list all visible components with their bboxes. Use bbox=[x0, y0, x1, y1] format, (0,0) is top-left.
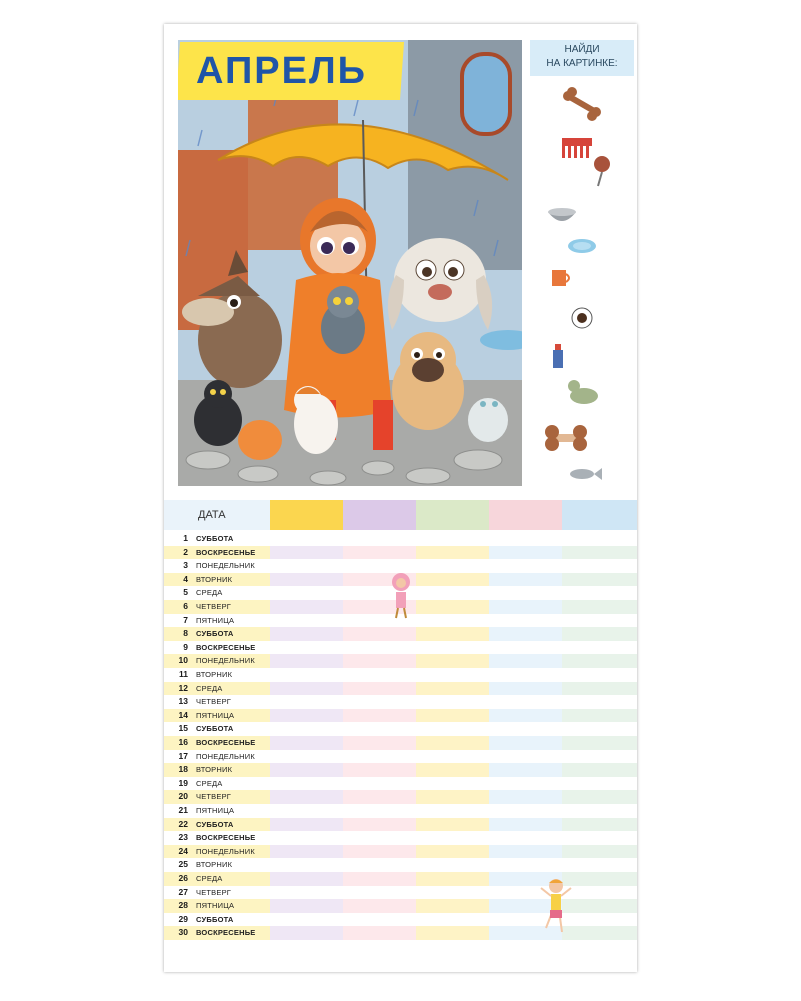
note-cell[interactable] bbox=[343, 668, 416, 682]
note-cell[interactable] bbox=[416, 886, 489, 900]
day-number: 7 bbox=[183, 614, 188, 625]
note-cell[interactable] bbox=[416, 913, 489, 927]
note-cell[interactable] bbox=[416, 845, 489, 859]
table-row bbox=[164, 763, 637, 777]
note-cell[interactable] bbox=[270, 804, 343, 818]
note-cell[interactable] bbox=[270, 641, 343, 655]
note-cell[interactable] bbox=[489, 600, 562, 614]
note-cell[interactable] bbox=[416, 804, 489, 818]
day-number: 21 bbox=[178, 805, 188, 815]
day-number: 29 bbox=[178, 913, 188, 924]
weekday-name: ПЯТНИЦА bbox=[196, 901, 235, 911]
weekday-name: ВОСКРЕСЕНЬЕ bbox=[196, 547, 256, 557]
day-number: 16 bbox=[178, 737, 188, 747]
boy-figure-icon bbox=[538, 876, 574, 936]
note-cell[interactable] bbox=[562, 668, 637, 682]
note-cell[interactable] bbox=[270, 899, 343, 913]
note-cell[interactable] bbox=[343, 926, 416, 940]
note-cell[interactable] bbox=[562, 532, 637, 546]
note-cell[interactable] bbox=[562, 641, 637, 655]
note-cell[interactable] bbox=[416, 899, 489, 913]
note-cell[interactable] bbox=[343, 682, 416, 696]
note-cell[interactable] bbox=[489, 722, 562, 736]
note-cell[interactable] bbox=[489, 790, 562, 804]
note-cell[interactable] bbox=[343, 546, 416, 560]
note-cell[interactable] bbox=[343, 831, 416, 845]
table-row bbox=[164, 858, 637, 872]
note-cell[interactable] bbox=[270, 546, 343, 560]
note-cell[interactable] bbox=[489, 709, 562, 723]
weekday-name: СРЕДА bbox=[196, 683, 223, 693]
note-cell[interactable] bbox=[489, 654, 562, 668]
note-cell[interactable] bbox=[562, 858, 637, 872]
plate-icon bbox=[568, 239, 596, 253]
weekday-name: ПЯТНИЦА bbox=[196, 615, 235, 625]
note-cell[interactable] bbox=[416, 818, 489, 832]
note-cell[interactable] bbox=[270, 777, 343, 791]
note-cell[interactable] bbox=[416, 763, 489, 777]
note-cell[interactable] bbox=[343, 858, 416, 872]
day-number: 4 bbox=[183, 573, 188, 584]
day-number: 8 bbox=[183, 628, 188, 639]
lollipop-icon bbox=[594, 156, 610, 186]
note-cell[interactable] bbox=[416, 872, 489, 886]
note-cell[interactable] bbox=[416, 573, 489, 587]
weekday-name: ПОНЕДЕЛЬНИК bbox=[196, 846, 255, 856]
note-cell[interactable] bbox=[562, 573, 637, 587]
mug-icon bbox=[552, 270, 569, 286]
find-on-picture-header bbox=[530, 40, 634, 76]
day-number: 25 bbox=[178, 859, 188, 870]
note-cell[interactable] bbox=[343, 722, 416, 736]
note-cell[interactable] bbox=[270, 695, 343, 709]
note-cell[interactable] bbox=[489, 818, 562, 832]
weekday-name: ПОНЕДЕЛЬНИК bbox=[196, 751, 255, 761]
note-cell[interactable] bbox=[343, 913, 416, 927]
note-cell[interactable] bbox=[343, 736, 416, 750]
note-cell[interactable] bbox=[416, 722, 489, 736]
note-cell[interactable] bbox=[270, 586, 343, 600]
weekday-name: ВТОРНИК bbox=[196, 574, 233, 584]
note-cell[interactable] bbox=[343, 818, 416, 832]
note-cell[interactable] bbox=[562, 695, 637, 709]
table-row bbox=[164, 804, 637, 818]
weekday-name: СУББОТА bbox=[196, 819, 234, 829]
weekday-name: СУББОТА bbox=[196, 629, 234, 639]
weekday-name: ПОНЕДЕЛЬНИК bbox=[196, 656, 255, 666]
note-cell[interactable] bbox=[270, 532, 343, 546]
note-cell[interactable] bbox=[562, 750, 637, 764]
table-row bbox=[164, 831, 637, 845]
note-cell[interactable] bbox=[489, 532, 562, 546]
weekday-name: ЧЕТВЕРГ bbox=[196, 887, 232, 897]
note-cell[interactable] bbox=[489, 586, 562, 600]
weekday-name: ВОСКРЕСЕНЬЕ bbox=[196, 833, 256, 843]
color-column-header-1 bbox=[270, 500, 343, 530]
note-cell[interactable] bbox=[416, 559, 489, 573]
note-cell[interactable] bbox=[270, 736, 343, 750]
note-cell[interactable] bbox=[270, 573, 343, 587]
note-cell[interactable] bbox=[489, 858, 562, 872]
note-cell[interactable] bbox=[489, 750, 562, 764]
weekday-name: ЧЕТВЕРГ bbox=[196, 792, 232, 802]
date-header-label: ДАТА bbox=[198, 509, 226, 521]
weekday-name: СРЕДА bbox=[196, 778, 223, 788]
find-title-line2: НА КАРТИНКЕ: bbox=[546, 58, 618, 69]
table-row bbox=[164, 559, 637, 573]
note-cell[interactable] bbox=[270, 831, 343, 845]
note-cell[interactable] bbox=[270, 750, 343, 764]
note-cell[interactable] bbox=[416, 750, 489, 764]
note-cell[interactable] bbox=[416, 546, 489, 560]
note-cell[interactable] bbox=[270, 858, 343, 872]
day-number: 1 bbox=[183, 533, 188, 543]
note-cell[interactable] bbox=[416, 777, 489, 791]
note-cell[interactable] bbox=[416, 586, 489, 600]
find-items-list bbox=[530, 86, 634, 486]
table-row bbox=[164, 532, 637, 546]
fish-icon bbox=[570, 468, 602, 480]
note-cell[interactable] bbox=[343, 845, 416, 859]
note-cell[interactable] bbox=[270, 845, 343, 859]
eye-icon bbox=[572, 308, 592, 328]
note-cell[interactable] bbox=[489, 695, 562, 709]
note-cell[interactable] bbox=[562, 736, 637, 750]
note-cell[interactable] bbox=[270, 886, 343, 900]
note-cell[interactable] bbox=[489, 845, 562, 859]
note-cell[interactable] bbox=[562, 831, 637, 845]
day-number: 13 bbox=[178, 696, 188, 707]
note-cell[interactable] bbox=[489, 559, 562, 573]
note-cell[interactable] bbox=[416, 614, 489, 628]
find-title-line1: НАЙДИ bbox=[564, 44, 600, 55]
note-cell[interactable] bbox=[562, 682, 637, 696]
note-cell[interactable] bbox=[489, 736, 562, 750]
duck-icon bbox=[568, 380, 598, 404]
note-cell[interactable] bbox=[416, 709, 489, 723]
day-number: 30 bbox=[178, 927, 188, 938]
weekday-name: ПЯТНИЦА bbox=[196, 710, 235, 720]
note-cell[interactable] bbox=[416, 532, 489, 546]
note-cell[interactable] bbox=[343, 899, 416, 913]
table-row bbox=[164, 627, 637, 641]
weekday-name: СУББОТА bbox=[196, 724, 234, 734]
note-cell[interactable] bbox=[562, 627, 637, 641]
note-cell[interactable] bbox=[562, 614, 637, 628]
note-cell[interactable] bbox=[562, 586, 637, 600]
note-cell[interactable] bbox=[416, 654, 489, 668]
note-cell[interactable] bbox=[562, 845, 637, 859]
note-cell[interactable] bbox=[416, 736, 489, 750]
note-cell[interactable] bbox=[270, 872, 343, 886]
note-cell[interactable] bbox=[270, 722, 343, 736]
table-row bbox=[164, 777, 637, 791]
girl-figure-icon bbox=[386, 572, 416, 620]
note-cell[interactable] bbox=[270, 818, 343, 832]
day-number: 26 bbox=[178, 873, 188, 883]
note-cell[interactable] bbox=[416, 858, 489, 872]
note-cell[interactable] bbox=[489, 804, 562, 818]
note-cell[interactable] bbox=[343, 872, 416, 886]
color-column-header-2 bbox=[343, 500, 416, 530]
note-cell[interactable] bbox=[343, 559, 416, 573]
weekday-name: ВТОРНИК bbox=[196, 670, 233, 679]
table-row bbox=[164, 709, 637, 723]
table-row bbox=[164, 682, 637, 696]
note-cell[interactable] bbox=[489, 763, 562, 777]
note-cell[interactable] bbox=[416, 627, 489, 641]
day-number: 2 bbox=[183, 546, 188, 557]
note-cell[interactable] bbox=[416, 790, 489, 804]
note-cell[interactable] bbox=[562, 654, 637, 668]
note-cell[interactable] bbox=[270, 913, 343, 927]
bone-toy-icon bbox=[545, 425, 587, 451]
note-cell[interactable] bbox=[562, 559, 637, 573]
day-number: 6 bbox=[183, 601, 188, 611]
day-number: 3 bbox=[183, 560, 188, 571]
note-cell[interactable] bbox=[562, 600, 637, 614]
table-row bbox=[164, 654, 637, 668]
weekday-name: ЧЕТВЕРГ bbox=[196, 602, 232, 611]
note-cell[interactable] bbox=[489, 627, 562, 641]
note-cell[interactable] bbox=[489, 777, 562, 791]
day-number: 28 bbox=[178, 900, 188, 911]
note-cell[interactable] bbox=[270, 627, 343, 641]
note-cell[interactable] bbox=[343, 709, 416, 723]
day-number: 18 bbox=[178, 764, 188, 775]
table-row bbox=[164, 641, 637, 655]
day-number: 19 bbox=[178, 777, 188, 788]
note-cell[interactable] bbox=[343, 695, 416, 709]
note-cell[interactable] bbox=[416, 641, 489, 655]
table-row bbox=[164, 750, 637, 764]
note-cell[interactable] bbox=[270, 926, 343, 940]
day-number: 9 bbox=[183, 641, 188, 652]
note-cell[interactable] bbox=[270, 559, 343, 573]
note-cell[interactable] bbox=[270, 682, 343, 696]
note-cell[interactable] bbox=[489, 831, 562, 845]
day-number: 5 bbox=[183, 587, 188, 598]
note-cell[interactable] bbox=[343, 804, 416, 818]
note-cell[interactable] bbox=[416, 831, 489, 845]
calendar-page bbox=[164, 24, 637, 972]
day-number: 12 bbox=[178, 682, 188, 693]
day-number: 11 bbox=[179, 669, 188, 679]
day-number: 22 bbox=[178, 818, 188, 829]
table-row bbox=[164, 790, 637, 804]
note-cell[interactable] bbox=[489, 682, 562, 696]
girl-with-pets-picture bbox=[178, 40, 522, 486]
day-number: 14 bbox=[178, 709, 188, 720]
comb-icon bbox=[562, 138, 592, 158]
note-cell[interactable] bbox=[562, 709, 637, 723]
weekday-name: СУББОТА bbox=[196, 534, 234, 543]
note-cell[interactable] bbox=[562, 722, 637, 736]
note-cell[interactable] bbox=[270, 763, 343, 777]
day-number: 27 bbox=[178, 886, 188, 897]
weekday-name: ВТОРНИК bbox=[196, 860, 233, 870]
note-cell[interactable] bbox=[562, 790, 637, 804]
note-cell[interactable] bbox=[562, 804, 637, 818]
table-row bbox=[164, 668, 637, 682]
weekday-name: ПОНЕДЕЛЬНИК bbox=[196, 561, 255, 571]
bone-icon bbox=[563, 87, 601, 121]
color-column-header-5 bbox=[562, 500, 637, 530]
note-cell[interactable] bbox=[562, 777, 637, 791]
bowl-icon bbox=[548, 208, 576, 221]
note-cell[interactable] bbox=[343, 763, 416, 777]
table-row bbox=[164, 546, 637, 560]
note-cell[interactable] bbox=[562, 546, 637, 560]
note-cell[interactable] bbox=[562, 818, 637, 832]
weekday-name: ЧЕТВЕРГ bbox=[196, 697, 232, 707]
note-cell[interactable] bbox=[489, 641, 562, 655]
note-cell[interactable] bbox=[416, 695, 489, 709]
note-cell[interactable] bbox=[343, 886, 416, 900]
note-cell[interactable] bbox=[270, 668, 343, 682]
note-cell[interactable] bbox=[343, 641, 416, 655]
color-column-header-3 bbox=[416, 500, 489, 530]
note-cell[interactable] bbox=[343, 777, 416, 791]
table-row bbox=[164, 736, 637, 750]
table-row bbox=[164, 722, 637, 736]
weekday-name: ВОСКРЕСЕНЬЕ bbox=[196, 928, 256, 938]
weekday-name: СРЕДА bbox=[196, 874, 223, 883]
weekday-name: ВОСКРЕСЕНЬЕ bbox=[196, 642, 256, 652]
weekday-name: СРЕДА bbox=[196, 588, 223, 598]
note-cell[interactable] bbox=[489, 546, 562, 560]
weekday-name: ПЯТНИЦА bbox=[196, 806, 235, 815]
note-cell[interactable] bbox=[416, 682, 489, 696]
day-number: 15 bbox=[178, 723, 188, 734]
note-cell[interactable] bbox=[343, 532, 416, 546]
color-column-header-4 bbox=[489, 500, 562, 530]
month-title: АПРЕЛЬ bbox=[196, 50, 367, 92]
note-cell[interactable] bbox=[562, 763, 637, 777]
note-cell[interactable] bbox=[416, 600, 489, 614]
paint-tube-icon bbox=[553, 344, 563, 368]
table-row bbox=[164, 695, 637, 709]
day-number: 24 bbox=[178, 845, 188, 856]
note-cell[interactable] bbox=[416, 926, 489, 940]
note-cell[interactable] bbox=[489, 614, 562, 628]
weekday-name: ВТОРНИК bbox=[196, 765, 233, 775]
note-cell[interactable] bbox=[270, 709, 343, 723]
note-cell[interactable] bbox=[270, 654, 343, 668]
table-row bbox=[164, 845, 637, 859]
note-cell[interactable] bbox=[343, 790, 416, 804]
date-column-header bbox=[164, 500, 270, 530]
day-number: 10 bbox=[178, 655, 188, 666]
note-cell[interactable] bbox=[343, 627, 416, 641]
day-number: 20 bbox=[178, 791, 188, 802]
note-cell[interactable] bbox=[343, 654, 416, 668]
note-cell[interactable] bbox=[489, 573, 562, 587]
rain-illustration bbox=[178, 40, 522, 486]
day-number: 23 bbox=[178, 832, 188, 843]
note-cell[interactable] bbox=[270, 790, 343, 804]
weekday-name: СУББОТА bbox=[196, 914, 234, 924]
note-cell[interactable] bbox=[343, 750, 416, 764]
weekday-name: ВОСКРЕСЕНЬЕ bbox=[196, 738, 256, 747]
note-cell[interactable] bbox=[270, 600, 343, 614]
note-cell[interactable] bbox=[416, 668, 489, 682]
note-cell[interactable] bbox=[270, 614, 343, 628]
day-number: 17 bbox=[178, 750, 188, 761]
table-row bbox=[164, 818, 637, 832]
note-cell[interactable] bbox=[489, 668, 562, 682]
